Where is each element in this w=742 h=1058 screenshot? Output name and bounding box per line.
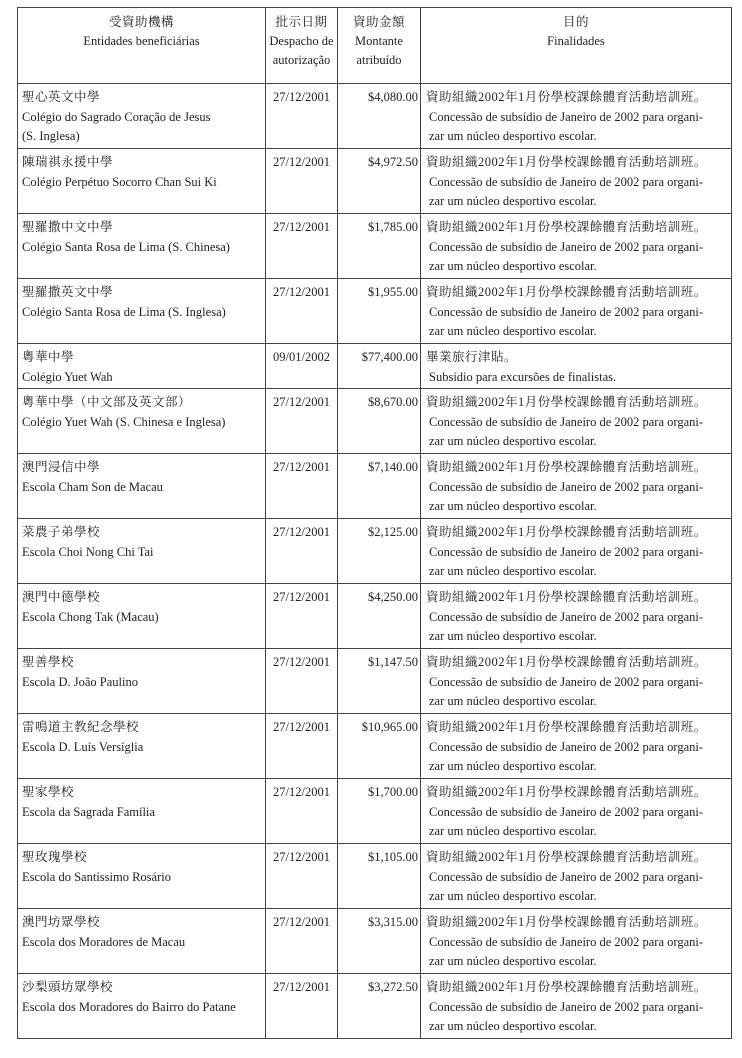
date-cell: 27/12/2001 — [266, 279, 338, 344]
date-cell: 27/12/2001 — [266, 909, 338, 974]
entity-name-zh: 菜農子弟學校 — [22, 525, 101, 539]
purpose-cell — [421, 149, 732, 214]
header-purpose-zh: 目的 — [562, 15, 589, 29]
table-row — [18, 714, 732, 779]
table-row — [18, 214, 732, 279]
purpose-zh: 資助組織2002年1月份學校課餘體育活動培訓班。 — [426, 155, 707, 169]
date-cell: 27/12/2001 — [266, 844, 338, 909]
entity-name-zh: 聖羅撒中文中學 — [22, 220, 114, 234]
amount-cell: $2,125.00 — [338, 519, 421, 584]
entity-cell — [18, 149, 266, 214]
purpose-pt: Concessão de subsídio de Janeiro de 2002 para organi- — [429, 544, 704, 559]
date-cell: 27/12/2001 — [266, 84, 338, 149]
entity-name-pt: Escola dos Moradores de Macau — [22, 934, 186, 949]
table-row — [18, 649, 732, 714]
purpose-cell — [421, 214, 732, 279]
table-row — [18, 844, 732, 909]
entity-cell — [18, 519, 266, 584]
purpose-pt: Concessão de subsídio de Janeiro de 2002 para organi- — [429, 239, 704, 254]
purpose-pt: Concessão de subsídio de Janeiro de 2002 para organi- — [429, 174, 704, 189]
purpose-cell — [421, 779, 732, 844]
amount-cell: $1,700.00 — [338, 779, 421, 844]
amount-cell: $77,400.00 — [338, 344, 421, 389]
purpose-pt-cont: zar um núcleo desportivo escolar. — [429, 889, 597, 903]
purpose-zh: 資助組織2002年1月份學校課餘體育活動培訓班。 — [426, 460, 707, 474]
purpose-cell — [421, 974, 732, 1039]
purpose-zh: 資助組織2002年1月份學校課餘體育活動培訓班。 — [426, 90, 707, 104]
entity-cell — [18, 214, 266, 279]
table-row — [18, 454, 732, 519]
entity-cell — [18, 344, 266, 389]
purpose-pt-cont: zar um núcleo desportivo escolar. — [429, 694, 597, 708]
purpose-pt: Concessão de subsídio de Janeiro de 2002 para organi- — [429, 609, 704, 624]
purpose-pt: Concessão de subsídio de Janeiro de 2002 para organi- — [429, 739, 704, 754]
date-cell: 27/12/2001 — [266, 454, 338, 519]
purpose-zh: 畢業旅行津貼。 — [426, 350, 518, 364]
purpose-cell — [421, 454, 732, 519]
entity-cell — [18, 779, 266, 844]
table-row — [18, 84, 732, 149]
purpose-pt-cont: zar um núcleo desportivo escolar. — [429, 1019, 597, 1033]
entity-name-pt: Escola D. João Paulino — [22, 674, 138, 689]
purpose-cell — [421, 279, 732, 344]
date-cell: 09/01/2002 — [266, 344, 338, 389]
date-cell: 27/12/2001 — [266, 584, 338, 649]
purpose-pt: Concessão de subsídio de Janeiro de 2002 para organi- — [429, 674, 704, 689]
purpose-zh: 資助組織2002年1月份學校課餘體育活動培訓班。 — [426, 590, 707, 604]
date-cell: 27/12/2001 — [266, 214, 338, 279]
entity-name-pt: Escola Choi Nong Chi Tai — [22, 544, 154, 559]
table-row — [18, 909, 732, 974]
header-date — [266, 8, 338, 84]
purpose-zh: 資助組織2002年1月份學校課餘體育活動培訓班。 — [426, 655, 707, 669]
purpose-pt: Concessão de subsídio de Janeiro de 2002 para organi- — [429, 804, 704, 819]
header-amount — [338, 8, 421, 84]
amount-cell: $4,250.00 — [338, 584, 421, 649]
entity-name-zh: 澳門坊眾學校 — [22, 915, 101, 929]
entity-name-pt: Escola dos Moradores do Bairro do Patane — [22, 999, 236, 1014]
purpose-pt-cont: zar um núcleo desportivo escolar. — [429, 824, 597, 838]
purpose-pt-cont: zar um núcleo desportivo escolar. — [429, 499, 597, 513]
header-entity-zh: 受資助機構 — [108, 15, 174, 29]
entity-name-zh: 聖家學校 — [22, 785, 75, 799]
header-amount-zh: 資助金額 — [352, 15, 405, 29]
purpose-pt-cont: zar um núcleo desportivo escolar. — [429, 129, 597, 143]
amount-cell: $4,972.50 — [338, 149, 421, 214]
table-row — [18, 344, 732, 389]
purpose-cell — [421, 584, 732, 649]
header-date-zh: 批示日期 — [275, 15, 328, 29]
entity-name-pt: Escola do Santíssimo Rosário — [22, 869, 171, 884]
date-cell: 27/12/2001 — [266, 149, 338, 214]
amount-cell: $1,105.00 — [338, 844, 421, 909]
purpose-pt: Concessão de subsídio de Janeiro de 2002 para organi- — [429, 869, 704, 884]
entity-name-zh: 聖心英文中學 — [22, 90, 101, 104]
header-amount-pt2: atribuído — [356, 53, 402, 67]
amount-cell: $4,080.00 — [338, 84, 421, 149]
amount-cell: $7,140.00 — [338, 454, 421, 519]
entity-name-zh: 聖善學校 — [22, 655, 75, 669]
amount-cell: $3,272.50 — [338, 974, 421, 1039]
date-cell: 27/12/2001 — [266, 714, 338, 779]
purpose-zh: 資助組織2002年1月份學校課餘體育活動培訓班。 — [426, 980, 707, 994]
entity-cell — [18, 454, 266, 519]
purpose-cell — [421, 714, 732, 779]
purpose-zh: 資助組織2002年1月份學校課餘體育活動培訓班。 — [426, 785, 707, 799]
purpose-pt: Concessão de subsídio de Janeiro de 2002 para organi- — [429, 414, 704, 429]
purpose-pt-cont: zar um núcleo desportivo escolar. — [429, 324, 597, 338]
entity-name-pt: Colégio Santa Rosa de Lima (S. Inglesa) — [22, 304, 226, 319]
amount-cell: $1,147.50 — [338, 649, 421, 714]
header-entity-pt: Entidades beneficiárias — [83, 34, 200, 48]
table-row — [18, 779, 732, 844]
entity-name-zh: 聖羅撒英文中學 — [22, 285, 114, 299]
entity-cell — [18, 389, 266, 454]
purpose-pt: Concessão de subsídio de Janeiro de 2002 para organi- — [429, 934, 704, 949]
amount-cell: $10,965.00 — [338, 714, 421, 779]
purpose-cell — [421, 344, 732, 389]
date-cell: 27/12/2001 — [266, 649, 338, 714]
entity-cell — [18, 909, 266, 974]
date-cell: 27/12/2001 — [266, 779, 338, 844]
entity-name-zh: 沙梨頭坊眾學校 — [22, 980, 114, 994]
entity-name-zh: 聖玫瑰學校 — [22, 850, 88, 864]
entity-name-pt: Escola Chong Tak (Macau) — [22, 609, 159, 624]
table-row — [18, 279, 732, 344]
date-cell: 27/12/2001 — [266, 389, 338, 454]
entity-name-pt: Escola Cham Son de Macau — [22, 479, 163, 494]
entity-name-zh: 雷鳴道主教紀念學校 — [22, 720, 140, 734]
entity-cell — [18, 84, 266, 149]
amount-cell: $3,315.00 — [338, 909, 421, 974]
purpose-cell — [421, 519, 732, 584]
purpose-zh: 資助組織2002年1月份學校課餘體育活動培訓班。 — [426, 285, 707, 299]
entity-name-zh: 陳瑞祺永援中學 — [22, 155, 114, 169]
table-header-row — [18, 8, 732, 84]
entity-name-pt: Colégio Yuet Wah (S. Chinesa e Inglesa) — [22, 414, 226, 429]
purpose-zh: 資助組織2002年1月份學校課餘體育活動培訓班。 — [426, 525, 707, 539]
entity-name-zh: 粵華中學 — [22, 350, 75, 364]
purpose-cell — [421, 844, 732, 909]
header-amount-pt1: Montante — [355, 34, 403, 48]
entity-name-pt-cont: (S. Inglesa) — [22, 129, 80, 143]
purpose-pt: Concessão de subsídio de Janeiro de 2002 para organi- — [429, 304, 704, 319]
purpose-cell — [421, 649, 732, 714]
purpose-zh: 資助組織2002年1月份學校課餘體育活動培訓班。 — [426, 915, 707, 929]
entity-name-zh: 粵華中學（中文部及英文部） — [22, 395, 192, 409]
purpose-zh: 資助組織2002年1月份學校課餘體育活動培訓班。 — [426, 850, 707, 864]
date-cell: 27/12/2001 — [266, 519, 338, 584]
header-date-pt2: autorização — [272, 53, 331, 67]
purpose-cell — [421, 909, 732, 974]
purpose-pt-cont: zar um núcleo desportivo escolar. — [429, 629, 597, 643]
entity-name-zh: 澳門浸信中學 — [22, 460, 101, 474]
entity-cell — [18, 844, 266, 909]
entity-cell — [18, 974, 266, 1039]
table-row — [18, 149, 732, 214]
purpose-pt-cont: zar um núcleo desportivo escolar. — [429, 434, 597, 448]
purpose-pt-cont: zar um núcleo desportivo escolar. — [429, 954, 597, 968]
table-row — [18, 584, 732, 649]
entity-name-pt: Colégio Perpétuo Socorro Chan Sui Ki — [22, 174, 217, 189]
entity-name-pt: Escola D. Luís Versíglia — [22, 739, 144, 754]
purpose-cell — [421, 84, 732, 149]
amount-cell: $1,955.00 — [338, 279, 421, 344]
entity-name-pt: Escola da Sagrada Família — [22, 804, 155, 819]
purpose-pt: Concessão de subsídio de Janeiro de 2002 para organi- — [429, 999, 704, 1014]
entity-cell — [18, 584, 266, 649]
amount-cell: $8,670.00 — [338, 389, 421, 454]
purpose-pt: Subsídio para excursões de finalistas. — [429, 369, 617, 384]
purpose-zh: 資助組織2002年1月份學校課餘體育活動培訓班。 — [426, 220, 707, 234]
purpose-pt-cont: zar um núcleo desportivo escolar. — [429, 259, 597, 273]
purpose-pt-cont: zar um núcleo desportivo escolar. — [429, 564, 597, 578]
date-cell: 27/12/2001 — [266, 974, 338, 1039]
subsidy-table — [17, 7, 732, 1039]
header-purpose — [421, 8, 732, 84]
header-date-pt1: Despacho de — [269, 34, 334, 48]
purpose-zh: 資助組織2002年1月份學校課餘體育活動培訓班。 — [426, 395, 707, 409]
purpose-pt-cont: zar um núcleo desportivo escolar. — [429, 759, 597, 773]
purpose-zh: 資助組織2002年1月份學校課餘體育活動培訓班。 — [426, 720, 707, 734]
entity-cell — [18, 279, 266, 344]
amount-cell: $1,785.00 — [338, 214, 421, 279]
purpose-pt: Concessão de subsídio de Janeiro de 2002 para organi- — [429, 479, 704, 494]
entity-name-pt: Colégio Yuet Wah — [22, 369, 113, 384]
entity-name-pt: Colégio Santa Rosa de Lima (S. Chinesa) — [22, 239, 230, 254]
table-row — [18, 974, 732, 1039]
purpose-cell — [421, 389, 732, 454]
header-entity — [18, 8, 266, 84]
purpose-pt-cont: zar um núcleo desportivo escolar. — [429, 194, 597, 208]
table-row — [18, 519, 732, 584]
entity-cell — [18, 649, 266, 714]
header-purpose-pt: Finalidades — [547, 34, 605, 48]
entity-name-pt: Colégio do Sagrado Coração de Jesus — [22, 109, 211, 124]
entity-cell — [18, 714, 266, 779]
purpose-pt: Concessão de subsídio de Janeiro de 2002 para organi- — [429, 109, 704, 124]
entity-name-zh: 澳門中德學校 — [22, 590, 101, 604]
table-row — [18, 389, 732, 454]
